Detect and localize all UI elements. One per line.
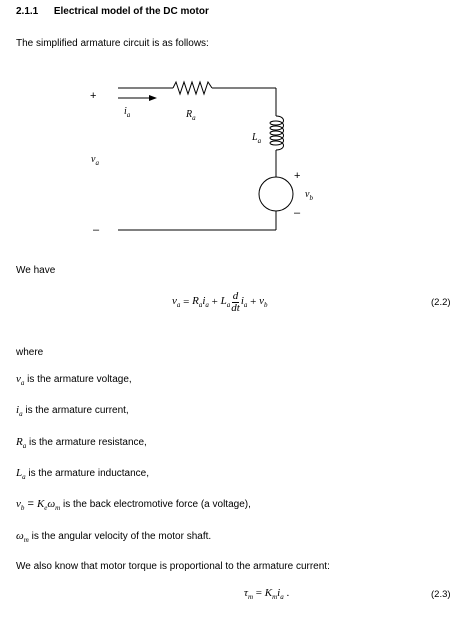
def-symbol-omega: $\omega_m$ xyxy=(16,530,29,545)
terminal-minus-left: – xyxy=(93,224,100,236)
eq22-R: $R_a$ xyxy=(192,294,203,310)
definition-back-emf: $v_b = K_e\omega_m$ is the back electromotive force (a voltage), xyxy=(16,498,251,513)
current-arrow-head xyxy=(149,95,157,101)
inductor-label: $L_a$ xyxy=(252,132,262,145)
eq23-tau: $\tau_m$ xyxy=(244,587,253,602)
intro-text: The simplified armature circuit is as follows: xyxy=(16,38,209,49)
emf-plus-sign: + xyxy=(294,170,301,182)
back-emf-label: $v_b$ xyxy=(305,189,313,202)
emf-minus-sign: – xyxy=(294,207,301,219)
terminal-plus-left: + xyxy=(90,90,97,102)
equation-number-2-2: (2.2) xyxy=(431,297,451,308)
def-symbol-Ke: $K_e$ xyxy=(36,498,48,513)
definition-angular-velocity: $\omega_m$ is the angular velocity of the motor shaft. xyxy=(16,530,212,545)
current-label: $i_a$ xyxy=(124,106,131,119)
definition-armature-voltage: $v_a$ is the armature voltage, xyxy=(16,373,132,388)
eq22-vb: $v_b$ xyxy=(259,294,268,310)
resistor-symbol xyxy=(173,82,212,94)
def-symbol-La: $L_a$ xyxy=(16,467,26,482)
def-symbol-omega-m: $\omega_m$ xyxy=(47,498,61,513)
eq23-i: $i_a$ xyxy=(277,587,284,602)
equation-2-2 xyxy=(172,288,267,316)
eq22-equals: = xyxy=(180,296,193,308)
torque-text: We also know that motor torque is proportional to the armature current: xyxy=(16,561,330,572)
where-text: where xyxy=(16,347,44,358)
eq23-K: $K_m$ xyxy=(264,587,278,602)
eq22-L: $L_a$ xyxy=(220,294,231,310)
inductor-symbol xyxy=(270,116,284,150)
def-symbol-vb: $v_b$ xyxy=(16,498,25,513)
armature-circuit-diagram xyxy=(0,70,474,250)
eq22-plus-2: + xyxy=(247,296,260,308)
eq22-frac-denominator: dt xyxy=(231,301,240,314)
definition-armature-inductance: $L_a$ is the armature inductance, xyxy=(16,467,150,482)
eq22-lhs: $v_a$ xyxy=(172,294,181,310)
definition-armature-current: $i_a$ is the armature current, xyxy=(16,404,129,419)
eq22-frac-numerator: d xyxy=(232,289,239,302)
eq22-i1: $i_a$ xyxy=(202,294,209,310)
section-number: 2.1.1 xyxy=(16,6,39,17)
section-heading xyxy=(16,6,209,17)
eq22-derivative-fraction xyxy=(231,291,240,314)
resistor-label: $R_a$ xyxy=(186,109,196,122)
section-title: Electrical model of the DC motor xyxy=(53,6,209,17)
def-symbol-ia: $i_a$ xyxy=(16,404,23,419)
eq22-i2: $i_a$ xyxy=(240,294,248,310)
definition-armature-resistance: $R_a$ is the armature resistance, xyxy=(16,436,147,451)
back-emf-source-symbol xyxy=(259,177,293,211)
def-symbol-va: $v_a$ xyxy=(16,373,25,388)
def-symbol-Ra: $R_a$ xyxy=(16,436,27,451)
equation-2-3: $\tau_m = K_mi_a$ . xyxy=(244,587,290,602)
equation-number-2-3: (2.3) xyxy=(431,589,451,600)
eq22-plus-1: + xyxy=(208,296,221,308)
armature-voltage-label: $v_a$ xyxy=(91,154,99,167)
we-have-text: We have xyxy=(16,265,56,276)
